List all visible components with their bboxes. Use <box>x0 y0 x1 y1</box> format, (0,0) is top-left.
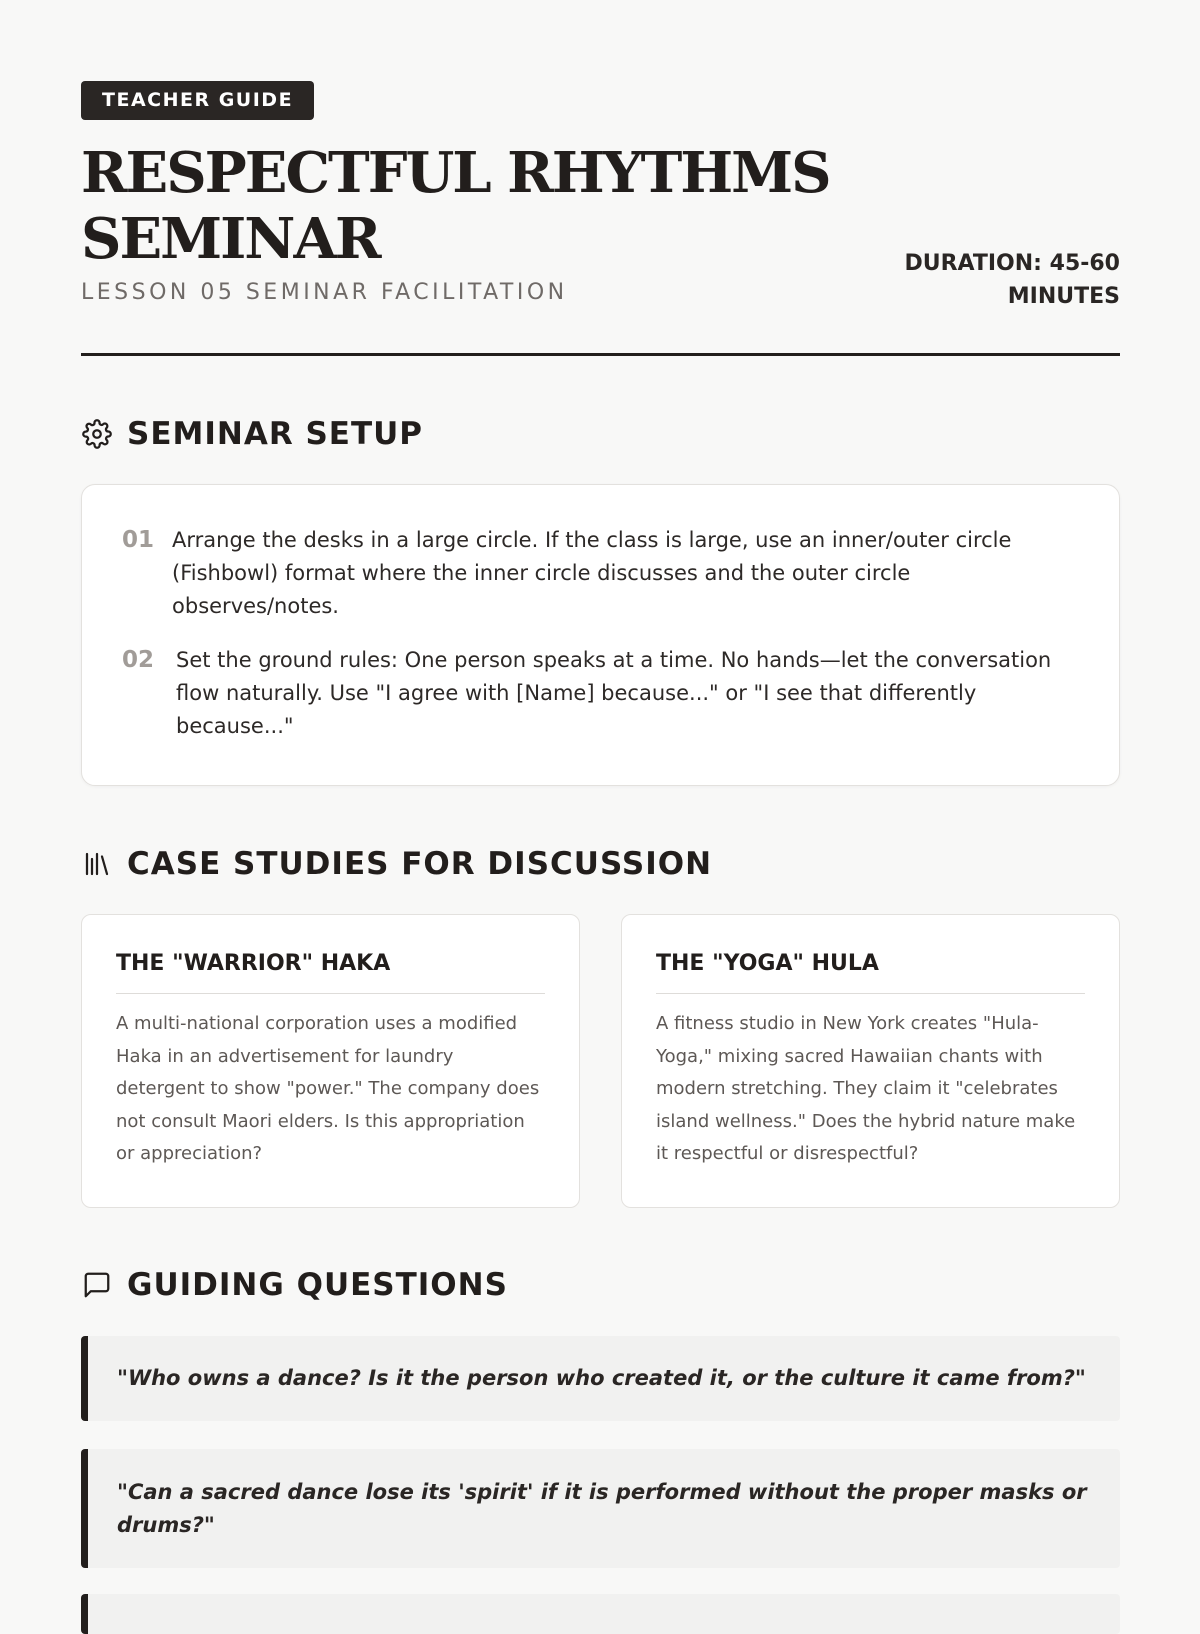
setup-step <box>122 644 1072 743</box>
teacher-guide-badge: TEACHER GUIDE <box>81 81 314 120</box>
step-number: 01 <box>122 527 155 553</box>
case-study-body: A multi-national corporation uses a modified Haka in an advertisement for laundry detergent to show "power." The company does not consult Maori elders. Is this appropriation or appreciation? <box>116 1013 540 1164</box>
gear-icon <box>81 418 113 450</box>
section-title: CASE STUDIES FOR DISCUSSION <box>127 846 713 882</box>
setup-step <box>122 524 1062 623</box>
guiding-question-partial <box>81 1594 1120 1634</box>
step-text: Arrange the desks in a large circle. If the class is large, use an inner/outer circle (Fishbowl) format where the inner circle discusses and the outer circle observes/notes. <box>172 528 1012 618</box>
duration-label: DURATION: 45-60 MINUTES <box>904 251 1120 309</box>
case-study-title: THE "YOGA" HULA <box>656 949 1085 994</box>
seminar-setup-card <box>81 484 1120 786</box>
section-title: SEMINAR SETUP <box>127 416 424 452</box>
header-divider <box>81 353 1120 356</box>
step-text: Set the ground rules: One person speaks at a time. No hands—let the conversation flow naturally. Use "I agree with [Name] because..." or "I see that differently because..." <box>176 648 1052 738</box>
guiding-question <box>81 1336 1120 1421</box>
page-title: RESPECTFUL RHYTHMS SEMINAR <box>81 140 830 272</box>
library-icon <box>81 848 113 880</box>
seminar-setup-heading <box>81 414 423 454</box>
case-study-title: THE "WARRIOR" HAKA <box>116 949 545 994</box>
section-title: GUIDING QUESTIONS <box>127 1267 508 1303</box>
question-text: "Who owns a dance? Is it the person who created it, or the culture it came from?" <box>117 1366 1086 1390</box>
case-study-body: A fitness studio in New York creates "Hula-Yoga," mixing sacred Hawaiian chants with modern stretching. They claim it "celebrates island wellness." Does the hybrid nature make it respectful or disrespectful? <box>656 1013 1076 1164</box>
lesson-subtitle: LESSON 05 SEMINAR FACILITATION <box>81 280 568 305</box>
case-studies-heading <box>81 844 712 884</box>
case-study-card <box>621 914 1120 1208</box>
step-number: 02 <box>122 647 155 673</box>
guiding-question <box>81 1449 1120 1568</box>
case-study-card <box>81 914 580 1208</box>
chat-icon <box>81 1269 113 1301</box>
guiding-questions-heading <box>81 1265 508 1305</box>
question-text: "Can a sacred dance lose its 'spirit' if it is performed without the proper masks or drums?" <box>117 1479 1087 1537</box>
